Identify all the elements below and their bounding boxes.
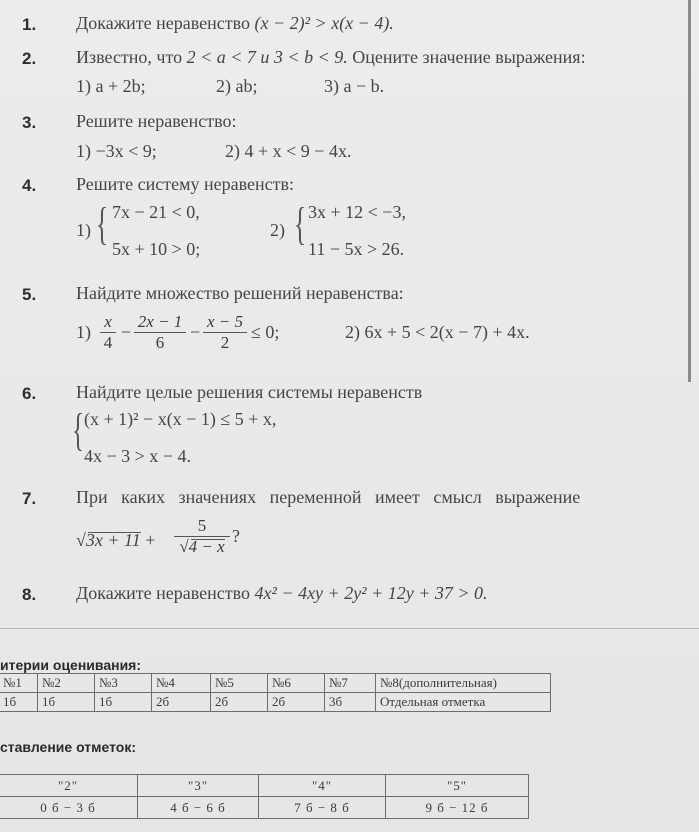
problem-3-number: 3. [22,113,37,132]
criteria-value-4: 2б [152,693,211,712]
fraction-4 [174,516,230,557]
criteria-value-2: 1б [38,693,95,712]
problem-7-text: При каких значениях переменной имеет смысл выражение [76,487,581,507]
criteria-header-row [0,674,551,693]
sqrt-1: √ 3x + 11 [76,530,141,550]
fraction-1 [100,312,116,353]
problem-7-expression [76,530,155,551]
problem-6-text: Найдите целые решения системы неравенств [76,382,423,402]
grades-title: ставление отметок: [0,739,136,755]
grades-table [0,774,529,819]
section-divider [0,628,699,629]
plus-sign: + [145,530,156,550]
fraction-1-numerator: x [100,312,116,333]
grade-range-3: 4 б − 6 б [138,797,259,819]
operator-1: − [121,322,132,342]
problem-2-text [76,47,586,68]
problem-2-part-3: 3) a − b. [324,76,385,96]
problem-1-number: 1. [22,15,37,34]
problem-2-statement: Известно, что [76,47,187,67]
criteria-value-8: Отдельная отметка [376,693,551,712]
grade-header-3: "3" [138,775,259,797]
problem-8-text [76,583,488,604]
problem-4-number: 4. [22,176,37,195]
criteria-values-row [0,693,551,712]
problem-2-math: 2 < a < 7 и 3 < b < 9. [186,47,353,67]
system-3-line-2: 4x − 3 > x − 4. [84,446,191,466]
grade-range-5: 9 б − 12 б [386,797,529,819]
system-2-line-2: 11 − 5x > 26. [308,239,405,259]
grade-range-2: 0 б − 3 б [0,797,138,819]
problem-8-math: 4x² − 4xy + 2y² + 12y + 37 > 0. [254,583,488,603]
question-mark: ? [232,526,240,546]
criteria-value-1: 1б [0,693,38,712]
grade-header-2: "2" [0,775,138,797]
fraction-4-numerator: 5 [174,516,230,537]
system-2-label: 2) [270,220,285,240]
system-2-brace: { [294,198,307,249]
criteria-header-8: №8(дополнительная) [376,674,551,693]
fraction-1-denominator: 4 [103,333,113,352]
criteria-table [0,673,551,712]
criteria-header-4: №4 [152,674,211,693]
system-1-label: 1) [76,220,91,240]
problem-2-number: 2. [22,49,37,68]
criteria-header-3: №3 [95,674,152,693]
criteria-value-7: 3б [325,693,376,712]
grade-header-5: "5" [386,775,529,797]
grades-header-row [0,775,529,797]
system-3-line-1: (x + 1)² − x(x − 1) ≤ 5 + x, [84,409,277,429]
problem-8-statement: Докажите неравенство [76,583,255,603]
problem-5-number: 5. [22,285,37,304]
problem-8-number: 8. [22,585,37,604]
right-border-line [688,0,691,382]
criteria-value-6: 2б [268,693,325,712]
problem-2-part-2: 2) ab; [216,76,258,96]
fraction-4-denominator: √ 4 − x [179,537,225,556]
problem-4-text: Решите систему неравенств: [76,174,294,194]
fraction-2 [134,312,186,353]
criteria-value-5: 2б [211,693,268,712]
sqrt-1-radicand: 3x + 11 [85,530,141,550]
grades-values-row [0,797,529,819]
criteria-header-5: №5 [211,674,268,693]
problem-5-text: Найдите множество решений неравенства: [76,283,404,303]
problem-5-part-2: 2) 6x + 5 < 2(x − 7) + 4x. [345,322,530,342]
sqrt-2-radicand: 4 − x [188,537,225,556]
problem-2-part-1: 1) a + 2b; [76,76,146,96]
criteria-header-2: №2 [38,674,95,693]
problem-5-part-1-tail: ≤ 0; [251,322,280,342]
problem-1-statement: Докажите неравенство [76,13,255,33]
problem-2-statement-2: Оцените значение выражения: [352,47,586,67]
grade-header-4: "4" [259,775,386,797]
system-2-line-1: 3x + 12 < −3, [308,202,406,222]
fraction-2-numerator: 2x − 1 [134,312,186,333]
problem-3-text: Решите неравенство: [76,111,237,131]
fraction-2-denominator: 6 [155,333,165,352]
grade-range-4: 7 б − 8 б [259,797,386,819]
criteria-value-3: 1б [95,693,152,712]
fraction-3-numerator: x − 5 [203,312,247,333]
criteria-header-1: №1 [0,674,38,693]
fraction-3-denominator: 2 [220,333,230,352]
system-1-brace: { [96,198,109,249]
problem-6-number: 6. [22,384,37,403]
problem-1-text [76,13,394,34]
problem-3-part-1: 1) −3x < 9; [76,141,157,161]
problem-3-part-2: 2) 4 + x < 9 − 4x. [225,141,352,161]
criteria-header-6: №6 [268,674,325,693]
criteria-header-7: №7 [325,674,376,693]
fraction-3 [203,312,247,353]
problem-1-math: (x − 2)² > x(x − 4). [254,13,394,33]
problem-7-number: 7. [22,489,37,508]
system-1-line-1: 7x − 21 < 0, [112,202,200,222]
system-1-line-2: 5x + 10 > 0; [112,239,201,259]
system-3-brace: { [72,404,85,455]
criteria-title: итерии оценивания: [0,657,142,673]
operator-2: − [190,322,201,342]
problem-5-part-1-label: 1) [76,322,91,342]
